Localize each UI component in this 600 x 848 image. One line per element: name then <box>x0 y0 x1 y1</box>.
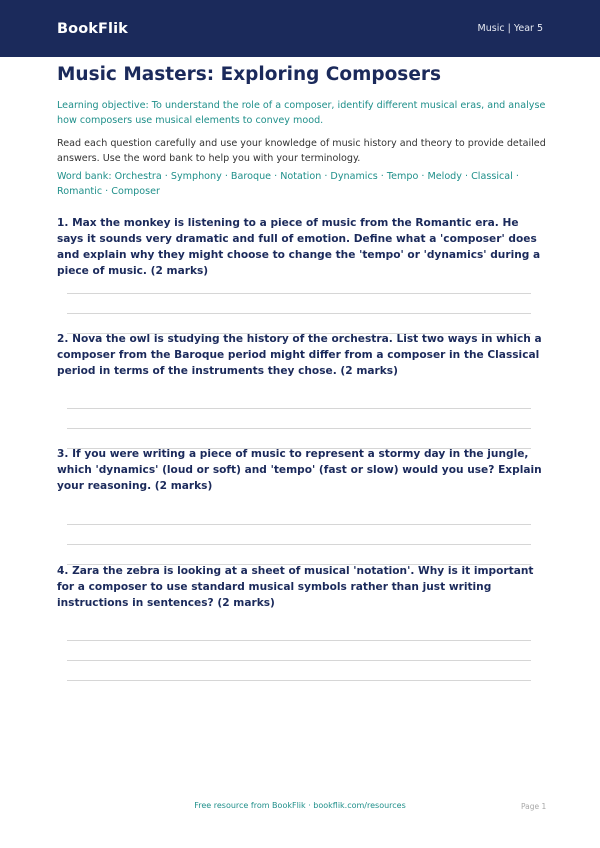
header-bar <box>0 0 600 57</box>
answer-line[interactable] <box>67 313 531 314</box>
question-4: 4. Zara the zebra is looking at a sheet of musical 'notation'. Why is it important for a composer to use standard musical symbols rather than just writing instructions in sentences? (2 marks) <box>57 565 534 609</box>
question-1: 1. Max the monkey is listening to a piece of music from the Romantic era. He says it sounds very dramatic and full of emotion. Define what a 'composer' does and explain why they might choose to change the 'tempo' or 'dynamics' during a piece of music. (2 marks) <box>57 217 541 277</box>
brand-logo[interactable]: BookFlik <box>57 20 128 37</box>
answer-line[interactable] <box>67 408 531 409</box>
page-title: Music Masters: Exploring Composers <box>57 64 442 85</box>
answer-line[interactable] <box>67 660 531 661</box>
instructions-text: Read each question carefully and use your knowledge of music history and theory to provide detailed answers. Use the word bank to help you with your terminology. <box>57 138 546 164</box>
word-bank: Word bank: Orchestra · Symphony · Baroque · Notation · Dynamics · Tempo · Melody · Classical · Romantic · Composer <box>57 171 519 197</box>
answer-line[interactable] <box>67 293 531 294</box>
answer-line[interactable] <box>67 544 531 545</box>
answer-line[interactable] <box>67 680 531 681</box>
learning-objective: Learning objective: To understand the role of a composer, identify different musical eras, and analyse how composers use musical elements to convey mood. <box>57 100 546 126</box>
answer-line[interactable] <box>67 640 531 641</box>
question-2: 2. Nova the owl is studying the history of the orchestra. List two ways in which a composer from the Baroque period might differ from a composer in the Classical period in terms of the instruments they chose. (2 marks) <box>57 333 542 377</box>
subject-label: Music | Year 5 <box>477 23 543 34</box>
answer-line[interactable] <box>67 524 531 525</box>
footer-source-link[interactable]: Free resource from BookFlik · bookflik.com/resources <box>194 801 406 810</box>
question-3: 3. If you were writing a piece of music to represent a stormy day in the jungle, which 'dynamics' (loud or soft) and 'tempo' (fast or slow) would you use? Explain your reasoning. (2 marks) <box>57 448 542 492</box>
page-number: Page 1 <box>521 802 547 811</box>
answer-line[interactable] <box>67 428 531 429</box>
